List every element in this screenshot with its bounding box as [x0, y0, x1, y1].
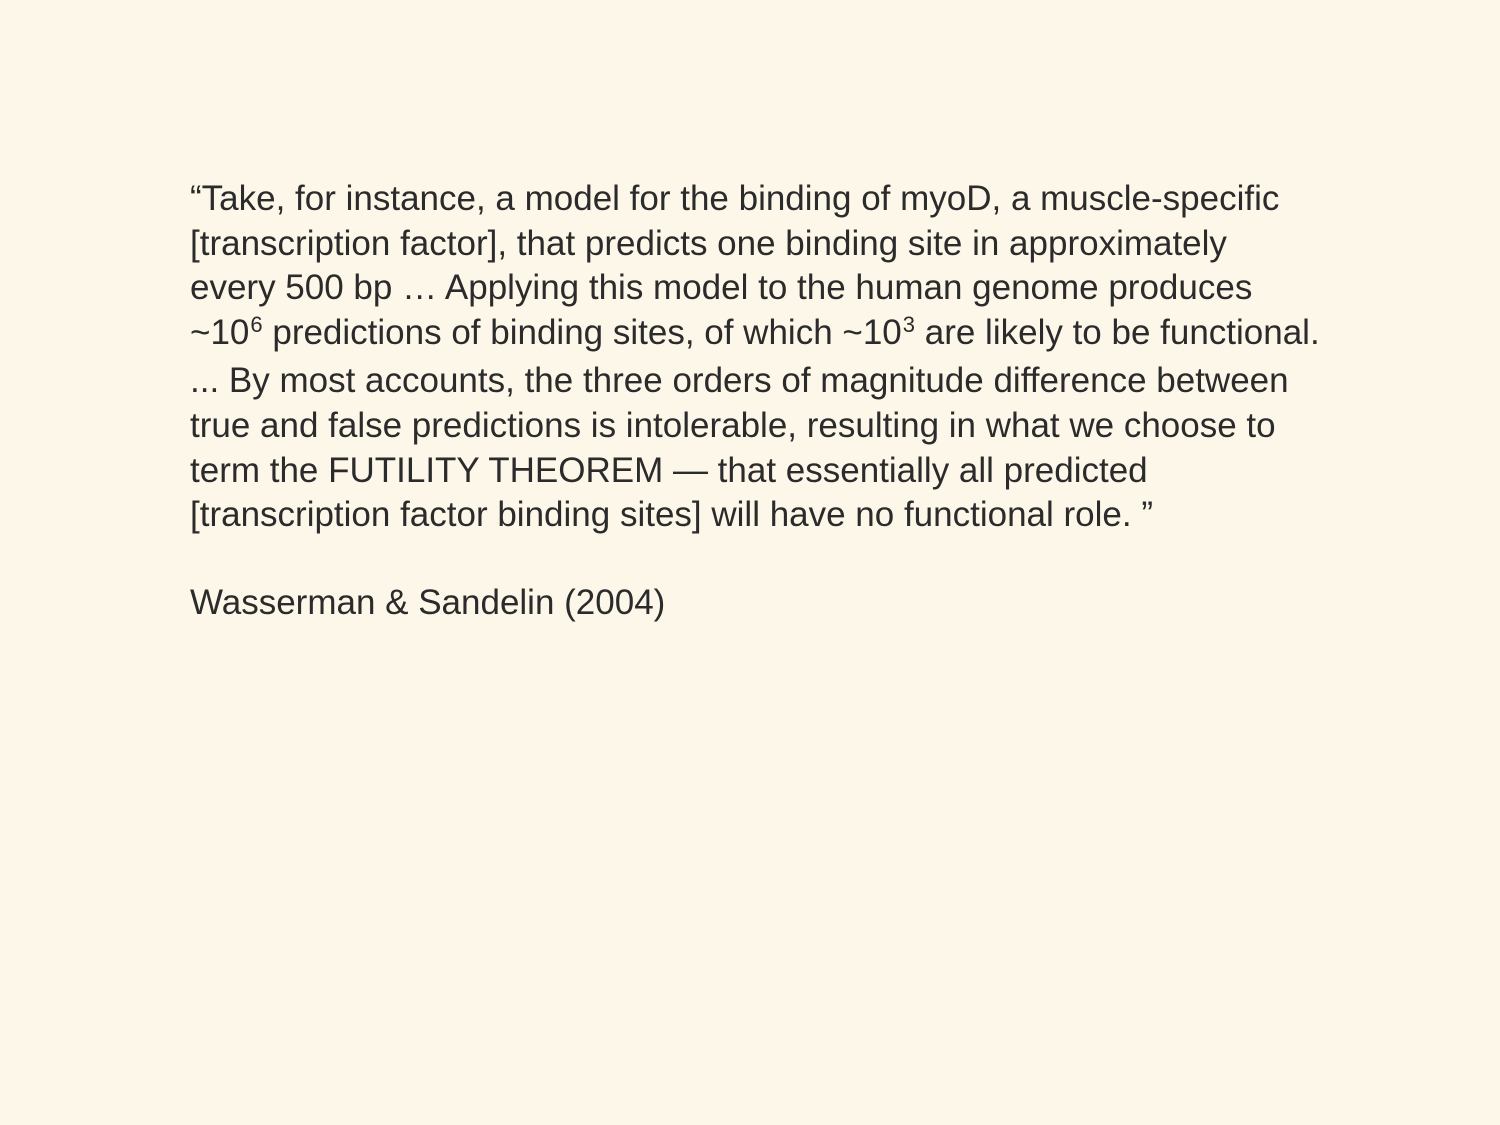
- quote-line-4-text-a: ~10: [190, 312, 250, 352]
- citation: Wasserman & Sandelin (2004): [190, 583, 666, 622]
- quote-line-4-text-c: are likely to be functional.: [915, 312, 1320, 352]
- quote-line-4: [190, 311, 1430, 360]
- quote-line-3: every 500 bp … Applying this model to the human genome produces: [190, 268, 1253, 308]
- quote-line-4-text-b: predictions of binding sites, of which ~10: [262, 312, 902, 352]
- quote-line-7: term the FUTILITY THEOREM — that essentially all predicted: [190, 450, 1148, 490]
- exponent-6: 6: [250, 311, 263, 337]
- quote-line-8: [transcription factor binding sites] will have no functional role. ”: [190, 495, 1153, 535]
- exponent-3: 3: [902, 311, 916, 337]
- quote-line-5: ... By most accounts, the three orders of magnitude difference between: [190, 361, 1289, 401]
- quote-block: [190, 177, 1430, 538]
- quote-line-2: [transcription factor], that predicts one binding site in approximately: [190, 223, 1227, 263]
- quote-line-1: “Take, for instance, a model for the binding of myoD, a muscle-specific: [190, 179, 1280, 218]
- quote-line-6: true and false predictions is intolerable, resulting in what we choose to: [190, 405, 1276, 445]
